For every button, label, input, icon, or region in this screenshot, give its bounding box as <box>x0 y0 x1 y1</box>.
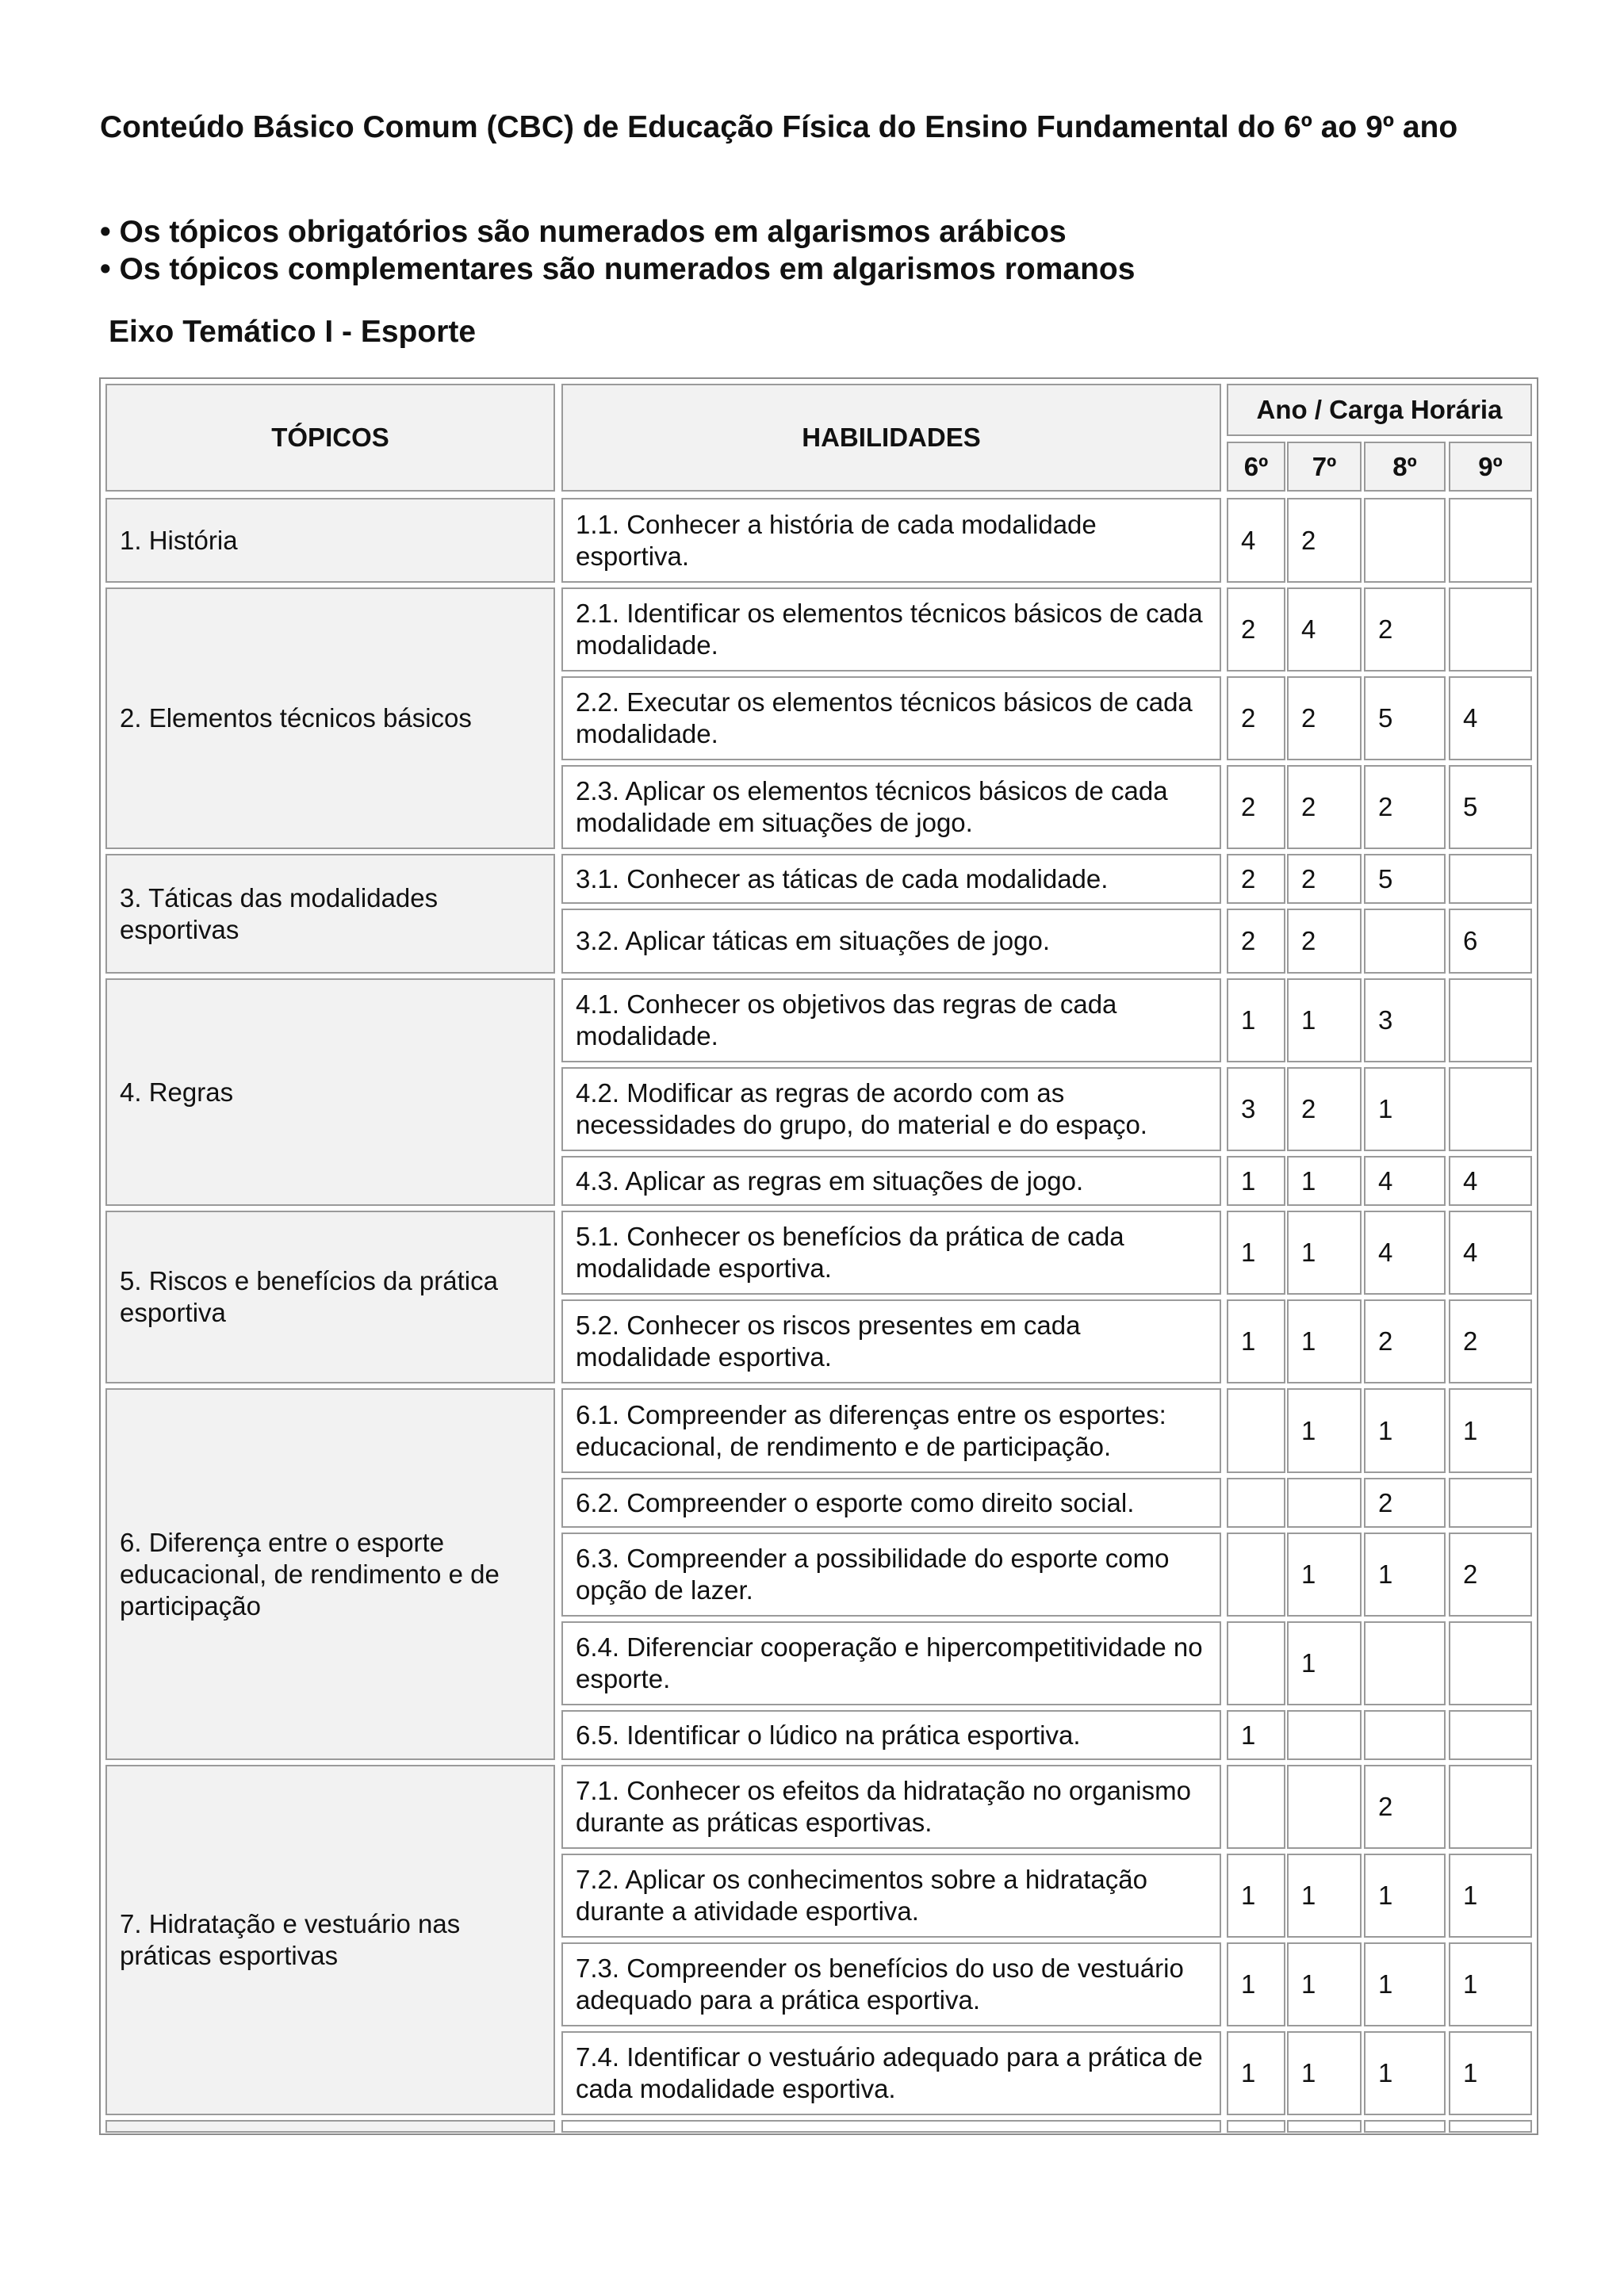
workload-cell-6 <box>1227 1621 1285 1705</box>
workload-cell-6 <box>1227 1710 1285 1760</box>
workload-value: 2 <box>1378 614 1393 644</box>
workload-cell-6 <box>1227 765 1285 849</box>
workload-value: 1 <box>1378 1881 1393 1910</box>
skill-cell <box>561 1478 1221 1528</box>
skill-cell <box>561 1621 1221 1705</box>
workload-cell-9 <box>1449 1621 1532 1705</box>
workload-cell-6 <box>1227 2031 1285 2115</box>
workload-cell-9 <box>1449 1942 1532 2026</box>
year-workload-header <box>1227 384 1532 436</box>
skill-cell <box>561 978 1221 1062</box>
skill-cell <box>561 676 1221 760</box>
workload-value: 1 <box>1463 1415 1478 1445</box>
workload-value: 2 <box>1301 703 1316 733</box>
workload-cell-8 <box>1364 587 1446 672</box>
workload-value: 5 <box>1378 863 1393 894</box>
workload-cell-7 <box>1287 1478 1362 1528</box>
workload-value: 1 <box>1241 1005 1256 1035</box>
skill-label: 7.4. Identificar o vestuário adequado para a prática de cada modalidade esportiva. <box>576 2042 1203 2103</box>
workload-cell-7 <box>1287 498 1362 583</box>
workload-cell-9 <box>1449 676 1532 760</box>
topic-label: 1. História <box>120 525 238 555</box>
workload-cell-7 <box>1287 1765 1362 1849</box>
workload-cell-7 <box>1287 1388 1362 1473</box>
skill-label: 2.3. Aplicar os elementos técnicos básicos de cada modalidade em situações de jogo. <box>576 776 1168 837</box>
complementary-topics-note: • Os tópicos complementares são numerados em algarismos romanos <box>100 252 1136 286</box>
skill-cell <box>561 498 1221 583</box>
workload-cell-7 <box>1287 1156 1362 1206</box>
workload-value: 4 <box>1463 1238 1478 1267</box>
workload-value: 1 <box>1241 1720 1256 1750</box>
workload-cell-9 <box>1449 498 1532 583</box>
workload-cell-9 <box>1449 1299 1532 1383</box>
topics-header <box>105 384 555 492</box>
workload-cell-9 <box>1449 1388 1532 1473</box>
workload-value: 1 <box>1241 1969 1256 1999</box>
workload-cell-7 <box>1287 1710 1362 1760</box>
skill-label: 6.2. Compreender o esporte como direito social. <box>576 1487 1135 1517</box>
empty-skill-cell <box>561 2120 1221 2133</box>
empty-workload-cell <box>1227 2120 1285 2133</box>
workload-cell-6 <box>1227 854 1285 904</box>
skill-label: 6.5. Identificar o lúdico na prática esportiva. <box>576 1720 1081 1750</box>
workload-cell-6 <box>1227 1299 1285 1383</box>
workload-cell-7 <box>1287 676 1362 760</box>
skill-label: 7.1. Conhecer os efeitos da hidratação no organismo durante as práticas esportivas. <box>576 1776 1191 1837</box>
skill-cell <box>561 2031 1221 2115</box>
skill-label: 6.3. Compreender a possibilidade do esporte como opção de lazer. <box>576 1544 1170 1605</box>
topic-label: 4. Regras <box>120 1077 234 1107</box>
workload-value: 1 <box>1301 1415 1316 1445</box>
topics-header-text: TÓPICOS <box>271 423 389 452</box>
topic-label: 2. Elementos técnicos básicos <box>120 703 472 733</box>
empty-workload-cell <box>1364 2120 1446 2133</box>
workload-value: 2 <box>1241 792 1256 821</box>
workload-cell-7 <box>1287 1211 1362 1295</box>
workload-cell-8 <box>1364 1156 1446 1206</box>
skill-cell <box>561 1388 1221 1473</box>
workload-cell-9 <box>1449 854 1532 904</box>
year-header-7 <box>1287 442 1362 492</box>
topic-label: 7. Hidratação e vestuário nas práticas esportivas <box>120 1909 461 1970</box>
workload-cell-6 <box>1227 1478 1285 1528</box>
topic-label: 6. Diferença entre o esporte educacional, de rendimento e de participação <box>120 1527 500 1621</box>
workload-value: 1 <box>1241 1326 1256 1356</box>
workload-cell-9 <box>1449 1156 1532 1206</box>
workload-value: 5 <box>1463 792 1478 821</box>
skill-label: 6.1. Compreender as diferenças entre os esportes: educacional, de rendimento e de participação. <box>576 1399 1166 1461</box>
workload-cell-9 <box>1449 765 1532 849</box>
workload-value: 1 <box>1301 1005 1316 1035</box>
workload-value: 4 <box>1463 1165 1478 1196</box>
workload-cell-6 <box>1227 676 1285 760</box>
skill-cell <box>561 587 1221 672</box>
workload-value: 1 <box>1301 1648 1316 1678</box>
workload-cell-8 <box>1364 909 1446 974</box>
workload-cell-8 <box>1364 1765 1446 1849</box>
workload-cell-6 <box>1227 978 1285 1062</box>
skill-label: 2.2. Executar os elementos técnicos básicos de cada modalidade. <box>576 687 1193 748</box>
year-header-8-text: 8º <box>1392 451 1417 481</box>
workload-cell-9 <box>1449 1067 1532 1151</box>
workload-cell-8 <box>1364 1299 1446 1383</box>
workload-cell-9 <box>1449 1478 1532 1528</box>
workload-cell-6 <box>1227 1854 1285 1938</box>
workload-value: 1 <box>1301 1238 1316 1267</box>
skill-cell <box>561 1067 1221 1151</box>
skill-label: 7.3. Compreender os benefícios do uso de vestuário adequado para a prática esportiva. <box>576 1954 1184 2015</box>
workload-value: 2 <box>1378 792 1393 821</box>
workload-cell-8 <box>1364 1388 1446 1473</box>
workload-value: 1 <box>1301 1165 1316 1196</box>
workload-cell-7 <box>1287 1854 1362 1938</box>
workload-value: 2 <box>1241 926 1256 955</box>
workload-cell-6 <box>1227 498 1285 583</box>
document-title: Conteúdo Básico Comum (CBC) de Educação Física do Ensino Fundamental do 6º ao 9º ano <box>100 110 1458 144</box>
workload-cell-8 <box>1364 765 1446 849</box>
skill-label: 4.1. Conhecer os objetivos das regras de cada modalidade. <box>576 989 1117 1050</box>
workload-value: 2 <box>1301 792 1316 821</box>
workload-value: 5 <box>1378 703 1393 733</box>
workload-value: 1 <box>1241 1165 1256 1196</box>
skill-label: 5.1. Conhecer os benefícios da prática de cada modalidade esportiva. <box>576 1222 1124 1283</box>
skill-cell <box>561 1533 1221 1617</box>
workload-value: 1 <box>1463 1881 1478 1910</box>
workload-value: 1 <box>1241 2058 1256 2087</box>
workload-value: 1 <box>1301 1969 1316 1999</box>
workload-cell-9 <box>1449 1211 1532 1295</box>
topic-cell-7 <box>105 1765 555 2115</box>
topic-cell-1 <box>105 498 555 583</box>
workload-value: 2 <box>1378 1487 1393 1517</box>
workload-cell-6 <box>1227 1942 1285 2026</box>
workload-value: 1 <box>1241 1238 1256 1267</box>
workload-cell-9 <box>1449 1533 1532 1617</box>
mandatory-topics-note: • Os tópicos obrigatórios são numerados em algarismos arábicos <box>100 215 1067 249</box>
workload-cell-6 <box>1227 1388 1285 1473</box>
workload-value: 2 <box>1378 1792 1393 1821</box>
workload-value: 2 <box>1301 863 1316 894</box>
empty-topic-cell <box>105 2120 555 2133</box>
workload-cell-7 <box>1287 765 1362 849</box>
year-header-9 <box>1449 442 1532 492</box>
workload-cell-7 <box>1287 587 1362 672</box>
empty-workload-cell <box>1449 2120 1532 2133</box>
workload-value: 1 <box>1378 1969 1393 1999</box>
topic-cell-3 <box>105 854 555 974</box>
workload-cell-7 <box>1287 1621 1362 1705</box>
curriculum-table <box>99 377 1538 2135</box>
workload-cell-8 <box>1364 1211 1446 1295</box>
workload-value: 1 <box>1463 2058 1478 2087</box>
workload-cell-8 <box>1364 1854 1446 1938</box>
workload-value: 1 <box>1301 1326 1316 1356</box>
workload-value: 4 <box>1378 1165 1393 1196</box>
workload-cell-6 <box>1227 1067 1285 1151</box>
workload-value: 2 <box>1301 926 1316 955</box>
workload-cell-8 <box>1364 498 1446 583</box>
workload-cell-8 <box>1364 1621 1446 1705</box>
skill-cell <box>561 1211 1221 1295</box>
workload-value: 2 <box>1463 1559 1478 1589</box>
skill-cell <box>561 765 1221 849</box>
workload-value: 1 <box>1378 1094 1393 1123</box>
workload-cell-8 <box>1364 1710 1446 1760</box>
workload-cell-8 <box>1364 676 1446 760</box>
skill-label: 1.1. Conhecer a história de cada modalidade esportiva. <box>576 509 1097 571</box>
skill-cell <box>561 854 1221 904</box>
workload-cell-6 <box>1227 909 1285 974</box>
workload-cell-9 <box>1449 2031 1532 2115</box>
workload-value: 2 <box>1301 1094 1316 1123</box>
empty-workload-cell <box>1287 2120 1362 2133</box>
workload-cell-8 <box>1364 978 1446 1062</box>
year-header-6-text: 6º <box>1243 451 1269 481</box>
skill-label: 3.2. Aplicar táticas em situações de jogo. <box>576 926 1050 955</box>
workload-value: 1 <box>1301 1559 1316 1589</box>
workload-value: 4 <box>1241 525 1256 555</box>
workload-value: 2 <box>1378 1326 1393 1356</box>
workload-value: 4 <box>1301 614 1316 644</box>
workload-cell-9 <box>1449 978 1532 1062</box>
workload-cell-9 <box>1449 909 1532 974</box>
workload-cell-9 <box>1449 1710 1532 1760</box>
workload-cell-8 <box>1364 1942 1446 2026</box>
workload-cell-9 <box>1449 1765 1532 1849</box>
topic-cell-2 <box>105 587 555 849</box>
workload-value: 2 <box>1463 1326 1478 1356</box>
workload-cell-7 <box>1287 1299 1362 1383</box>
workload-value: 1 <box>1301 1881 1316 1910</box>
skill-cell <box>561 1710 1221 1760</box>
workload-cell-8 <box>1364 1533 1446 1617</box>
year-header-8 <box>1364 442 1446 492</box>
workload-value: 1 <box>1378 1415 1393 1445</box>
workload-cell-7 <box>1287 909 1362 974</box>
workload-cell-8 <box>1364 1067 1446 1151</box>
skill-cell <box>561 1854 1221 1938</box>
workload-value: 6 <box>1463 926 1478 955</box>
workload-value: 1 <box>1301 2058 1316 2087</box>
workload-cell-8 <box>1364 1478 1446 1528</box>
workload-value: 1 <box>1378 2058 1393 2087</box>
skill-label: 7.2. Aplicar os conhecimentos sobre a hidratação durante a atividade esportiva. <box>576 1865 1147 1926</box>
workload-cell-7 <box>1287 1067 1362 1151</box>
workload-cell-6 <box>1227 1765 1285 1849</box>
skill-label: 4.2. Modificar as regras de acordo com as necessidades do grupo, do material e do espaço. <box>576 1078 1147 1139</box>
workload-value: 4 <box>1378 1238 1393 1267</box>
workload-cell-7 <box>1287 978 1362 1062</box>
year-header-6 <box>1227 442 1285 492</box>
workload-value: 1 <box>1378 1559 1393 1589</box>
thematic-axis-title: Eixo Temático I - Esporte <box>109 315 477 349</box>
topic-cell-5 <box>105 1211 555 1383</box>
workload-cell-7 <box>1287 1533 1362 1617</box>
skill-label: 6.4. Diferenciar cooperação e hipercompetitividade no esporte. <box>576 1632 1203 1693</box>
workload-value: 2 <box>1241 703 1256 733</box>
workload-cell-9 <box>1449 587 1532 672</box>
skill-cell <box>561 1156 1221 1206</box>
skill-cell <box>561 909 1221 974</box>
topic-label: 5. Riscos e benefícios da prática esportiva <box>120 1266 498 1327</box>
year-header-9-text: 9º <box>1478 451 1503 481</box>
skill-label: 3.1. Conhecer as táticas de cada modalidade. <box>576 863 1109 894</box>
workload-value: 2 <box>1241 614 1256 644</box>
skill-label: 2.1. Identificar os elementos técnicos básicos de cada modalidade. <box>576 599 1203 660</box>
skills-header-text: HABILIDADES <box>802 423 981 452</box>
workload-cell-7 <box>1287 1942 1362 2026</box>
year-header-7-text: 7º <box>1312 451 1337 481</box>
workload-value: 1 <box>1463 1969 1478 1999</box>
workload-cell-6 <box>1227 1211 1285 1295</box>
workload-value: 2 <box>1301 525 1316 555</box>
workload-value: 3 <box>1378 1005 1393 1035</box>
workload-value: 2 <box>1241 863 1256 894</box>
workload-cell-7 <box>1287 2031 1362 2115</box>
topic-label: 3. Táticas das modalidades esportivas <box>120 882 439 944</box>
workload-cell-6 <box>1227 1533 1285 1617</box>
skill-label: 4.3. Aplicar as regras em situações de jogo. <box>576 1165 1084 1196</box>
topic-cell-6 <box>105 1388 555 1760</box>
skill-cell <box>561 1942 1221 2026</box>
skills-header <box>561 384 1221 492</box>
topic-cell-4 <box>105 978 555 1206</box>
year-workload-header-text: Ano / Carga Horária <box>1256 395 1503 424</box>
workload-cell-6 <box>1227 1156 1285 1206</box>
workload-cell-7 <box>1287 854 1362 904</box>
workload-value: 4 <box>1463 703 1478 733</box>
workload-cell-8 <box>1364 2031 1446 2115</box>
workload-value: 3 <box>1241 1094 1256 1123</box>
workload-cell-8 <box>1364 854 1446 904</box>
workload-value: 1 <box>1241 1881 1256 1910</box>
skill-label: 5.2. Conhecer os riscos presentes em cada modalidade esportiva. <box>576 1311 1081 1372</box>
workload-cell-9 <box>1449 1854 1532 1938</box>
workload-cell-6 <box>1227 587 1285 672</box>
skill-cell <box>561 1765 1221 1849</box>
skill-cell <box>561 1299 1221 1383</box>
